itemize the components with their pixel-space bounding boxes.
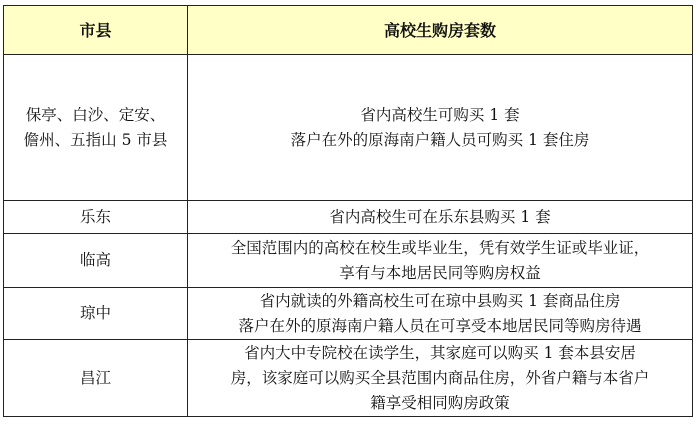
policy-table [3,5,693,417]
policy-line: 落户在外的原海南户籍人员在可享受本地居民同等购房待遇 [238,316,642,335]
policy-cell [188,288,693,340]
table-row [4,234,693,288]
table-row [4,340,693,417]
city-line: 儋州、五指山 5 市县 [23,130,168,149]
city-cell [4,340,188,417]
policy-line: 全国范围内的高校在校生或毕业生，凭有效学生证或毕业证， [230,238,650,257]
policy-line: 落户在外的原海南户籍人员可购买 1 套住房 [290,130,590,149]
table-row [4,55,693,201]
policy-cell [188,234,693,288]
city-line: 昌江 [79,368,111,387]
policy-cell [188,340,693,417]
city-line: 临高 [79,251,111,269]
policy-line: 籍享受相同购房政策 [370,393,510,412]
policy-cell [188,201,693,234]
header-purchase-count: 高校生购房套数 [188,6,693,55]
city-cell [4,288,188,340]
policy-line: 享有与本地居民同等购房权益 [339,263,541,282]
policy-line: 房，该家庭可以购买全县范围内商品住房，外省户籍与本省户 [230,368,650,387]
header-city: 市县 [4,6,188,55]
city-line: 保亭、白沙、定安、 [25,105,166,124]
header-row [4,6,693,55]
policy-line: 省内就读的外籍高校生可在琼中县购买 1 套商品住房 [259,291,621,310]
city-cell [4,201,188,234]
table-row [4,201,693,234]
policy-line: 省内高校生可在乐东县购买 1 套 [329,207,551,226]
city-line: 琼中 [79,304,111,322]
policy-line: 省内高校生可购买 1 套 [360,105,520,124]
city-line: 乐东 [79,207,111,226]
city-cell [4,234,188,288]
policy-cell [188,55,693,201]
city-cell [4,55,188,201]
table-row [4,288,693,340]
policy-line: 省内大中专院校在读学生，其家庭可以购买 1 套本县安居 [244,343,636,362]
